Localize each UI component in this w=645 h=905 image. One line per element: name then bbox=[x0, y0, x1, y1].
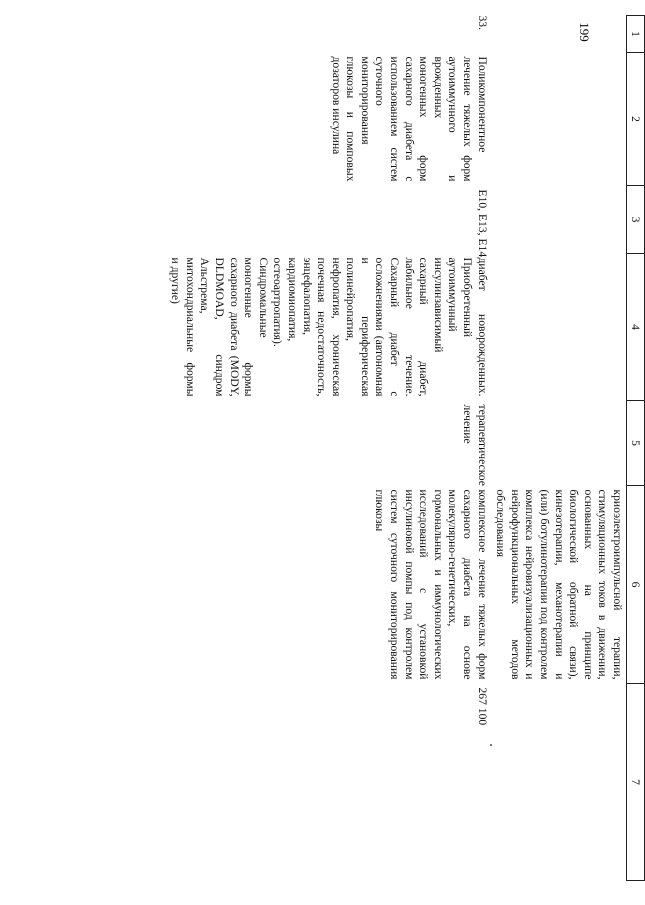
treatment-type-cell: терапевтическое лечение bbox=[461, 404, 489, 486]
table-row bbox=[166, 16, 491, 881]
diagnosis-cell: диабет новорожденных. Приобретенный аутоиммунный инсулинзависимый сахарный диабет, лабильное течение. Сахарный диабет с осложнениями (автономная и периферическая полинейропатия, нефропатия, хроническая почечная недостаточность, энцефалопатия, кардиомиопатия, остеоартропатия). Синдромальные моногенные формы сахарного диабета (MODY, DLDMOAD, синдром Альстрема, митохондриальные формы и другие) bbox=[169, 257, 489, 397]
treatment-table bbox=[166, 15, 645, 881]
row-number: 33. bbox=[475, 15, 489, 30]
column-header-3: 3 bbox=[627, 186, 645, 254]
continuation-method-cell: криоэлектроимпульсной терапии, стимуляционных токов в движении, основанных на принципе биологической обратной связи), кинезотерапии, механотерапии и (или) ботулинотерапии под контролем комплекса нейровизуализационных и нейрофункциональных методов обследования bbox=[494, 489, 624, 680]
column-header-6: 6 bbox=[627, 486, 645, 684]
column-header-4: 4 bbox=[627, 254, 645, 401]
method-cell: комплексное лечение тяжелых форм сахарного диабета на основе молекулярно-генетических, гормональных и иммунологических исследований с установкой инсулиновой помпы под контролем систем суточного мониторирования глюкозы bbox=[373, 489, 489, 680]
column-header-2: 2 bbox=[627, 53, 645, 186]
column-number-row bbox=[627, 16, 645, 881]
column-header-5: 5 bbox=[627, 401, 645, 486]
procedure-name-cell: Поликомпонентное лечение тяжелых форм аутоиммунного и врожденных моногенных форм сахарного диабета с использованием систем суточного мониторирования глюкозы и помповых дозаторов инсулина bbox=[329, 56, 489, 182]
icd-codes-cell: E10, E13, E14 bbox=[475, 189, 489, 258]
column-header-7: 7 bbox=[627, 684, 645, 881]
rotated-table-sheet bbox=[125, 15, 645, 880]
page-number: 199 bbox=[576, 22, 592, 42]
cost-cell: 267 100 bbox=[475, 687, 489, 726]
scan-dot bbox=[490, 744, 492, 746]
column-header-1: 1 bbox=[627, 16, 645, 53]
continuation-row bbox=[491, 16, 627, 881]
